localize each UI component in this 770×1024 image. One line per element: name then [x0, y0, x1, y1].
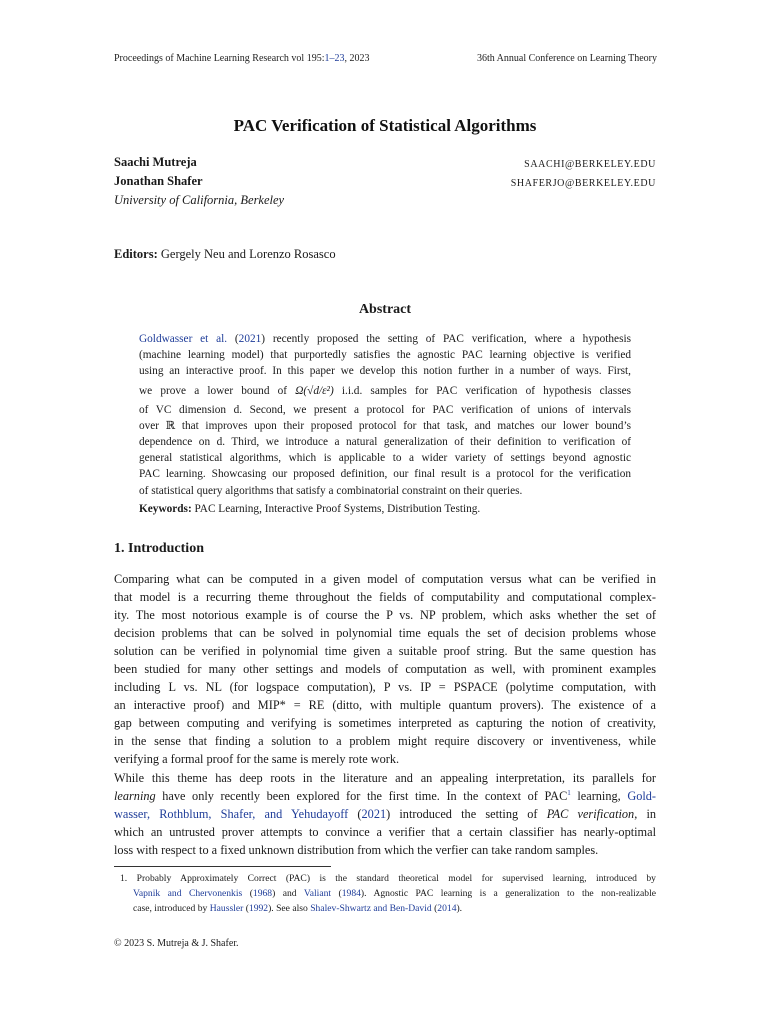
citation-year-link[interactable]: 2021	[361, 807, 387, 821]
footnote: 1. Probably Approximately Correct (PAC) is the standard theoretical model for supervised learning, introduced by Vapnik and Chervonenkis (1968) and Valiant (1984). Agnostic PAC learning is a generalization to the non-realizable case, introduced by Haussler (1992). See also Shalev-Shwartz and Ben-David (2014).	[120, 873, 657, 914]
citation-link[interactable]: wasser, Rothblum, Shafer, and Yehudayoff	[114, 807, 349, 821]
citation-link[interactable]: Haussler	[209, 903, 244, 914]
author-email: SHAFERJO@BERKELEY.EDU	[510, 178, 656, 189]
citation-link[interactable]: Goldwasser et al.	[139, 333, 228, 345]
paper-title: PAC Verification of Statistical Algorithms	[233, 116, 537, 135]
citation-year-link[interactable]: 2014	[437, 903, 457, 914]
affiliation: University of California, Berkeley	[114, 193, 285, 207]
citation-year-link[interactable]: 1968	[252, 888, 273, 899]
citation-link[interactable]: Vapnik and Chervonenkis	[133, 888, 243, 899]
abstract-heading: Abstract	[358, 302, 412, 317]
citation-link[interactable]: Shalev-Shwartz and Ben-David	[310, 903, 432, 914]
footnote-marker[interactable]: 1	[567, 788, 571, 797]
author-name: Jonathan Shafer	[114, 174, 203, 188]
author-email: SAACHI@BERKELEY.EDU	[524, 159, 656, 170]
author-name: Saachi Mutreja	[114, 155, 197, 169]
pages-link[interactable]: 1–23	[324, 53, 345, 64]
intro-paragraph-1: Comparing what can be computed in a given model of computation versus what can be verified in that model is a recurring theme throughout the fields of computability and computational complex- ity. The most notorious example is of course the P vs. NP problem, which asks whether the set of decision problems that can be solved in polynomial time equals the set of decision problems whose solution can be verified in polynomial time given a suitable proof string. But the same question has been studied for many other settings and models of computation as well, with prominent examples including L vs. NL (for logspace computation), P vs. IP = PSPACE (polytime computation, with an interactive proof) and MIP* = RE (ditto, with multiple quantum provers). The existence of a gap between computing and verifying is sometimes interpreted as capturing the notion of creativity, in the sense that finding a solution to a problem might require discovery or inventiveness, while verifying a formal proof for the same is merely rote work.	[114, 572, 656, 766]
section-heading: 1. Introduction	[114, 541, 204, 556]
keywords-line: Keywords: PAC Learning, Interactive Proof Systems, Distribution Testing.	[139, 503, 481, 515]
intro-paragraph-2: While this theme has deep roots in the literature and an appealing interpretation, its parallels for learning have only recently been explored for the first time. In the context of PAC$^1$ learning, Gold- wasser, Rothblum, Shafer, and Yehudayoff (2021) introduced the setting of PAC verification, in which an untrusted prover attempts to convince a verifier that a certain classifier has nearly-optimal loss with respect to a fixed unknown distribution from which the verfier can take random samples.	[114, 771, 657, 857]
copyright-notice: © 2023 S. Mutreja & J. Shafer.	[114, 938, 239, 949]
citation-year-link[interactable]: 2021	[238, 333, 262, 345]
running-header-right: 36th Annual Conference on Learning Theory	[476, 53, 657, 64]
editors-line: Editors: Gergely Neu and Lorenzo Rosasco	[114, 247, 336, 261]
abstract-text: Goldwasser et al. (2021) recently proposed the setting of PAC verification, where a hypothesis (machine learning model) that purportedly satisfies the agnostic PAC learning objective is verified using an interactive proof. In this paper we develop this notion further in a number of ways. First, we prove a lower bound of Ω(√d/ε²) i.i.d. samples for PAC verification of hypothesis classes of VC dimension d. Second, we present a protocol for PAC verification of unions of intervals over ℝ that improves upon their proposed protocol for that task, and matches our lower bound’s dependence on d. Third, we introduce a natural generalization of their definition to verification of general statistical algorithms, which is applicable to a wider variety of settings beyond agnostic PAC learning. Showcasing our proposed definition, our final result is a protocol for the verification of statistical query algorithms that satisfy a combinatorial constraint on their queries.	[139, 333, 631, 497]
citation-year-link[interactable]: 1992	[248, 903, 269, 914]
running-header-left: Proceedings of Machine Learning Research vol 195:1–23, 2023	[114, 53, 370, 64]
footnote-rule	[114, 866, 331, 867]
citation-link[interactable]: Gold-	[627, 789, 657, 803]
lower-bound-formula: Ω(√d/ε²)	[295, 384, 334, 397]
citation-link[interactable]: Valiant	[303, 888, 332, 899]
citation-year-link[interactable]: 1984	[341, 888, 361, 899]
